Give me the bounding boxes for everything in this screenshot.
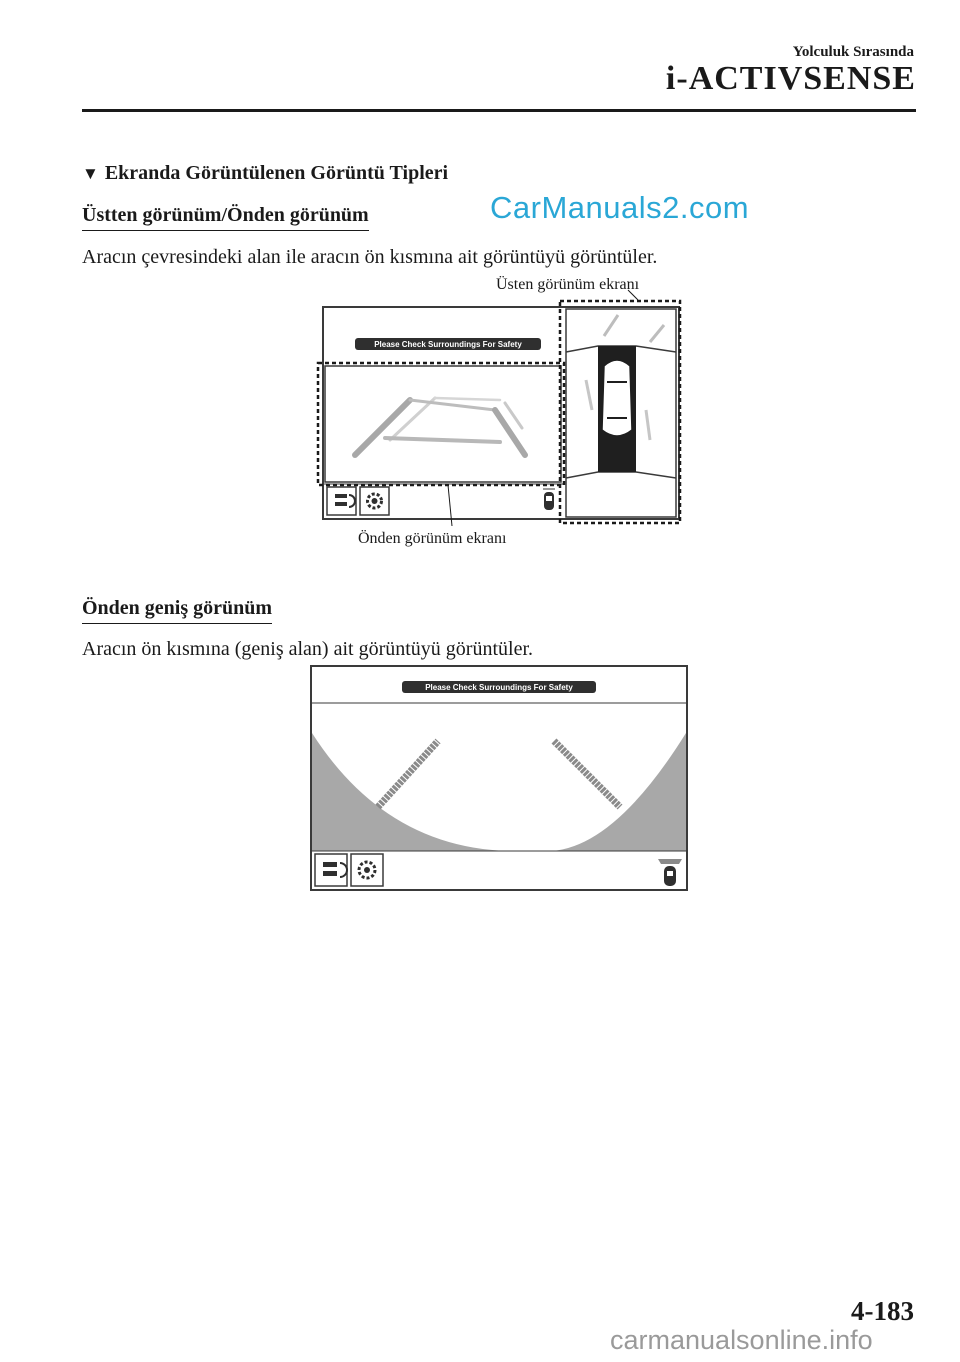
triangle-down-icon: ▼	[82, 164, 99, 183]
running-head-section: Yolculuk Sırasında	[792, 44, 914, 60]
running-head-title: i-ACTIVSENSE	[665, 60, 916, 97]
watermark-link[interactable]: CarManuals2.com	[490, 190, 750, 225]
subheading-front-wide-view: Önden geniş görünüm	[82, 597, 272, 624]
safety-banner-text: Please Check Surroundings For Safety	[374, 340, 522, 349]
footer-watermark-link[interactable]: carmanualsonline.info	[610, 1325, 873, 1355]
wide-view-switch-icon[interactable]	[315, 854, 347, 886]
safety-banner	[355, 338, 541, 350]
label-front-view-screen: Önden görünüm ekranı	[358, 530, 507, 547]
settings-gear-icon[interactable]	[360, 487, 389, 515]
section-heading-text: Ekranda Görüntülenen Görüntü Tipleri	[104, 162, 449, 184]
view-switch-icon[interactable]	[327, 487, 356, 515]
figure-front-wide-view	[310, 665, 690, 893]
subheading-top-front-view: Üstten görünüm/Önden görünüm	[82, 204, 369, 231]
front-view-panel	[325, 366, 561, 482]
label-top-view-screen: Üsten görünüm ekranı	[496, 276, 640, 293]
wide-safety-banner-text: Please Check Surroundings For Safety	[425, 683, 573, 692]
page-number: 4-183	[851, 1296, 914, 1326]
paragraph-front-wide-view: Aracın ön kısmına (geniş alan) ait görüntüyü görüntüler.	[82, 638, 534, 660]
paragraph-top-front-view: Aracın çevresindeki alan ile aracın ön kısmına ait görüntüyü görüntüler.	[82, 246, 658, 268]
header-rule	[82, 109, 916, 112]
figure-top-front-view	[300, 270, 700, 560]
wide-safety-banner	[402, 681, 596, 693]
section-heading	[82, 162, 448, 185]
wide-settings-gear-icon[interactable]	[351, 854, 383, 886]
